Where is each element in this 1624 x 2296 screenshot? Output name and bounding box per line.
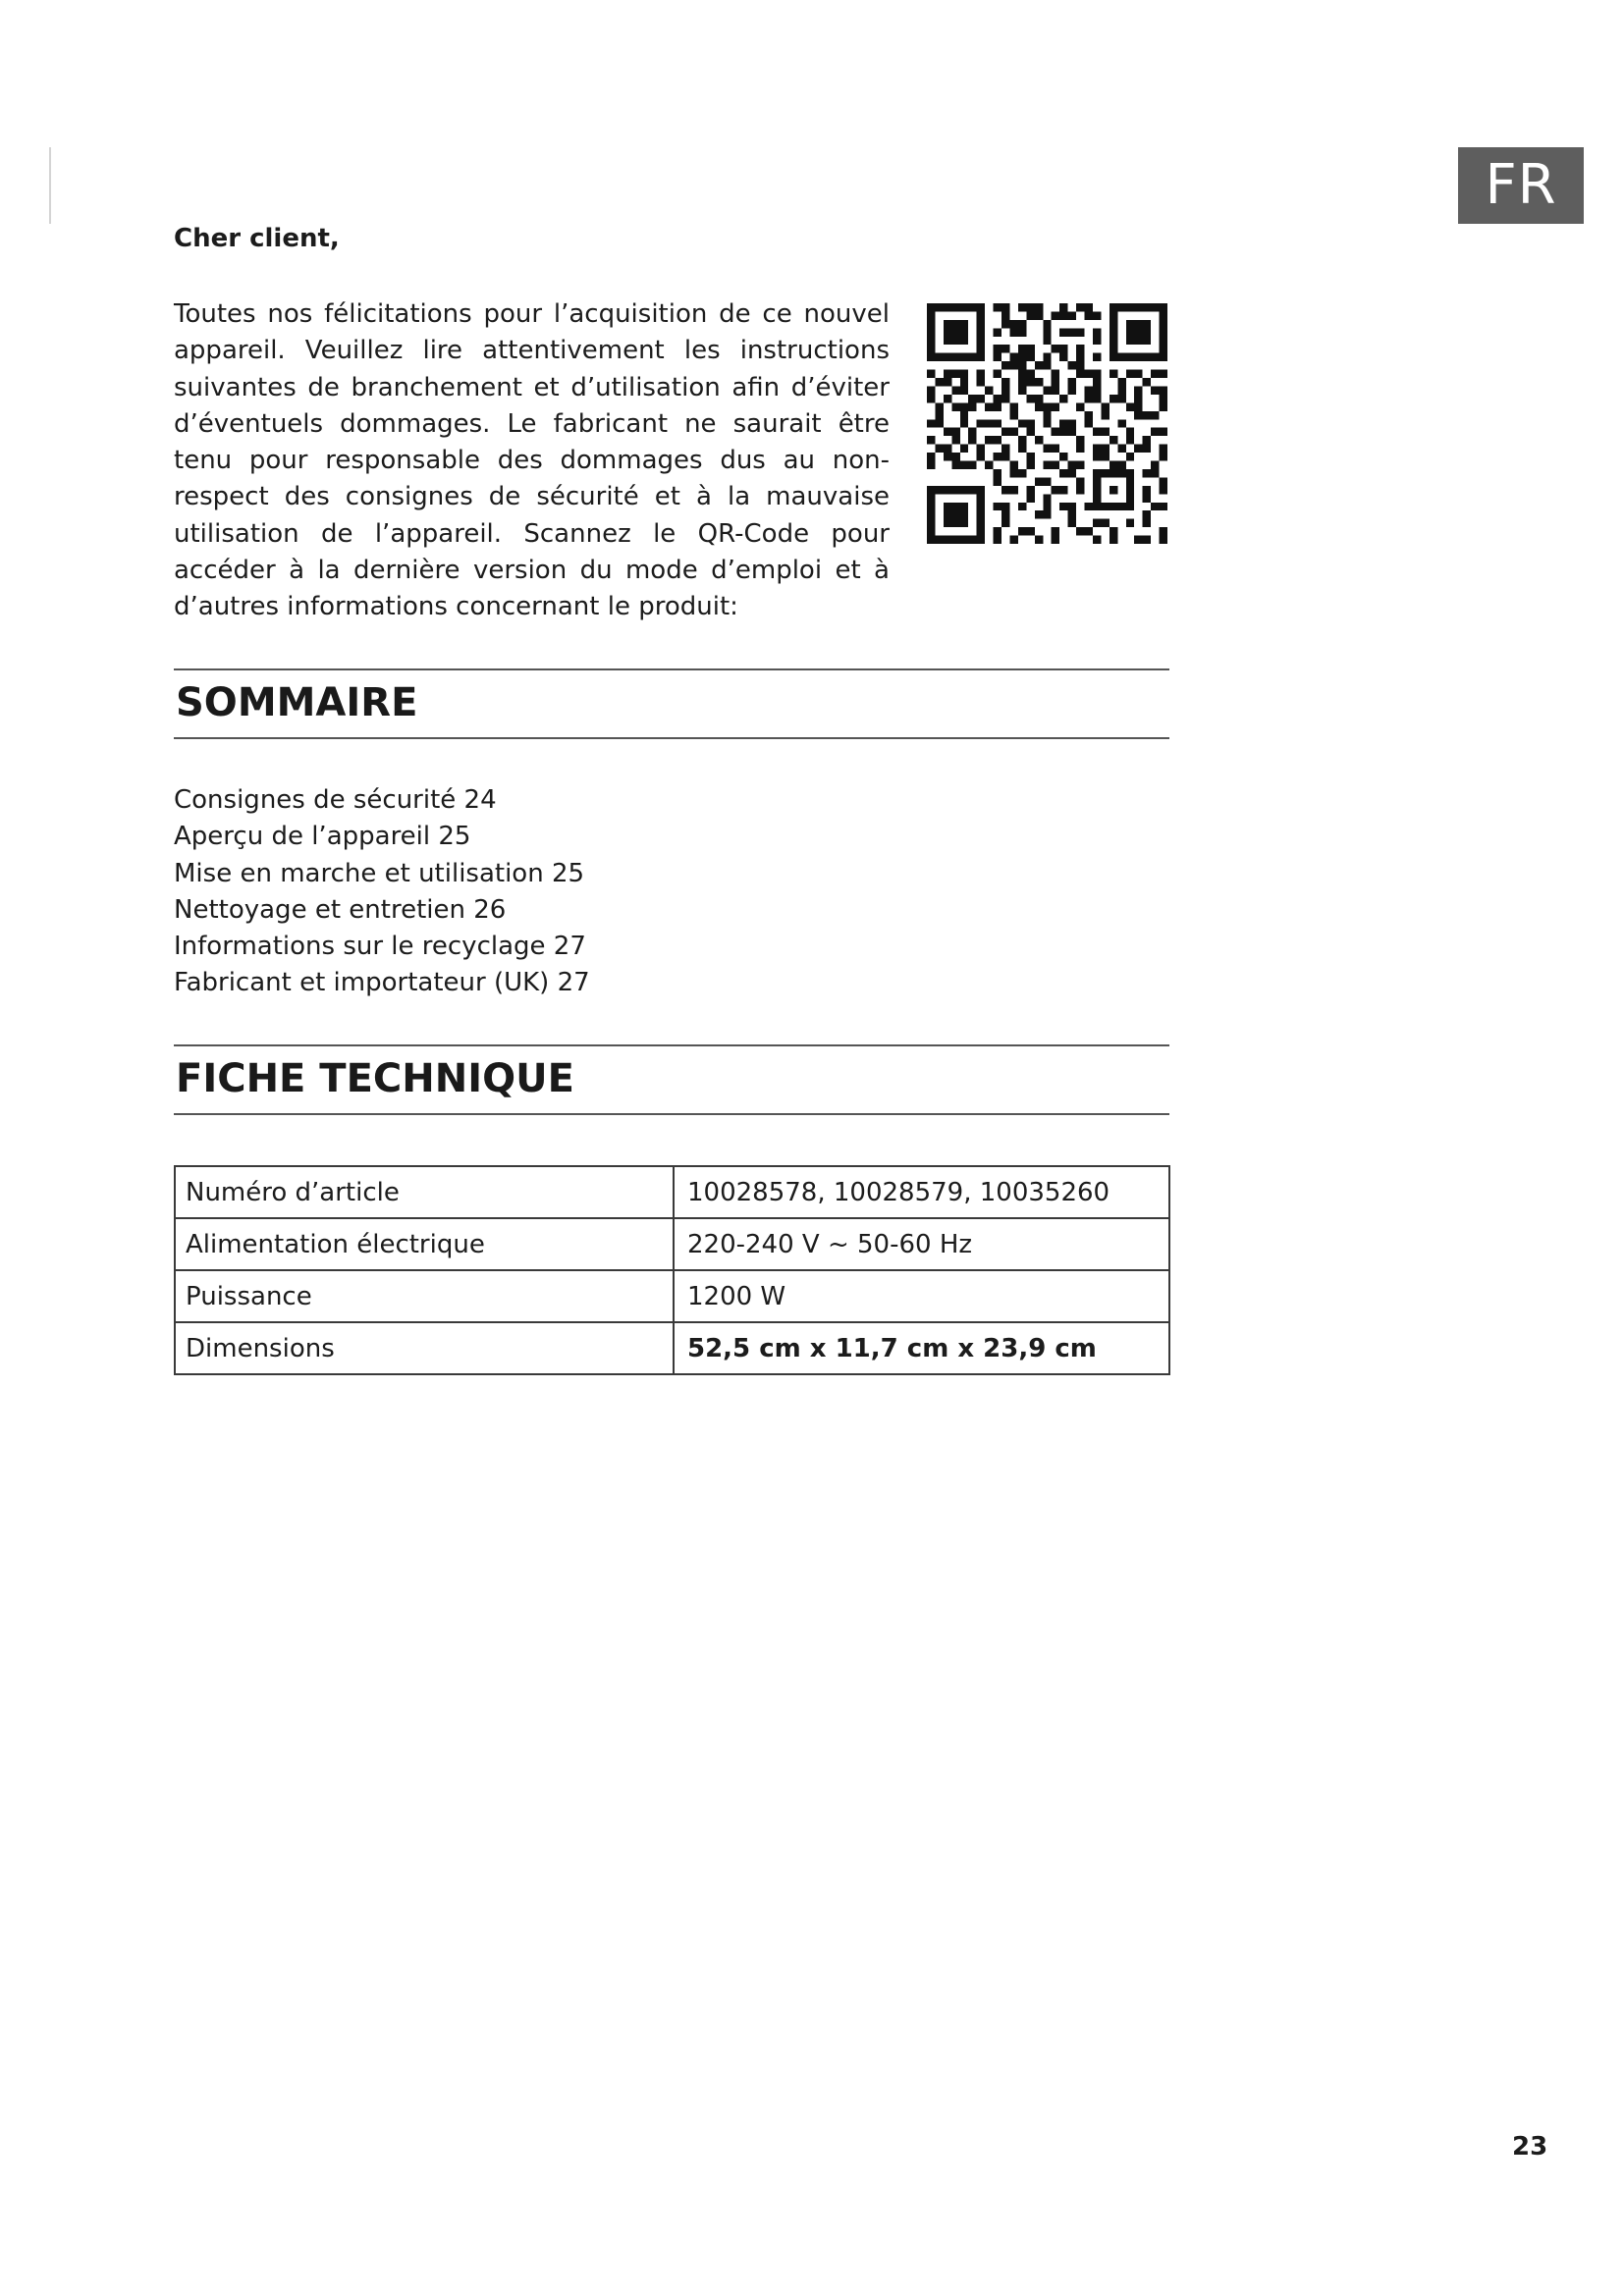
spec-value: 10028578, 10028579, 10035260 <box>674 1166 1169 1218</box>
toc-item: Mise en marche et utilisation 25 <box>174 858 585 888</box>
margin-line <box>49 147 51 224</box>
table-row <box>175 1270 1169 1322</box>
greeting: Cher client, <box>174 224 340 253</box>
table-row <box>175 1166 1169 1218</box>
spec-value: 1200 W <box>674 1270 1169 1322</box>
table-row <box>175 1322 1169 1374</box>
section-rule-bottom <box>174 1113 1169 1115</box>
fiche-section-header <box>174 1044 1169 1115</box>
toc-item: Aperçu de l’appareil 25 <box>174 822 471 852</box>
toc-item: Fabricant et importateur (UK) 27 <box>174 968 590 998</box>
spec-label: Puissance <box>175 1270 674 1322</box>
spec-value: 220-240 V ~ 50-60 Hz <box>674 1218 1169 1270</box>
sommaire-section-header <box>174 668 1169 739</box>
specs-table <box>174 1165 1170 1375</box>
sommaire-title: SOMMAIRE <box>176 680 418 725</box>
section-rule-bottom <box>174 737 1169 739</box>
fiche-title: FICHE TECHNIQUE <box>176 1056 574 1101</box>
table-of-contents <box>174 782 590 1002</box>
spec-label: Alimentation électrique <box>175 1218 674 1270</box>
spec-label: Numéro d’article <box>175 1166 674 1218</box>
spec-label: Dimensions <box>175 1322 674 1374</box>
qr-code-image <box>927 303 1167 544</box>
spec-value: 52,5 cm x 11,7 cm x 23,9 cm <box>674 1322 1169 1374</box>
table-row <box>175 1218 1169 1270</box>
language-tab: FR <box>1458 147 1584 224</box>
intro-paragraph: Toutes nos félicitations pour l’acquisition de ce nouvel appareil. Veuillez lire attentivement les instructions suivantes de branchement et d’utilisation afin d’éviter d’éventuels dommages. Le fabricant ne saurait être tenu pour responsable des dommages dus au non-respect des consignes de sécurité et à la mauvaise utilisation de l’appareil. Scannez le QR-Code pour accéder à la dernière version du mode d’emploi et à d’autres informations concernant le produit: <box>174 299 890 622</box>
page-number: 23 <box>1512 2132 1548 2162</box>
toc-item: Consignes de sécurité 24 <box>174 785 497 815</box>
toc-item: Informations sur le recyclage 27 <box>174 932 586 962</box>
toc-item: Nettoyage et entretien 26 <box>174 894 507 925</box>
